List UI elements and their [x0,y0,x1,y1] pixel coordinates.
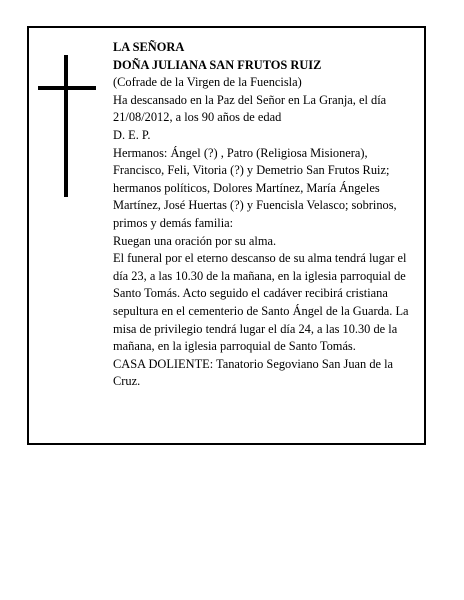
obituary-text [113,39,417,391]
death-info: Ha descansado en la Paz del Señor en La Granja, el día 21/08/2012, a los 90 años de edad [113,92,387,125]
notice-title: LA SEÑORA [113,40,185,54]
rip: D. E. P. [113,127,151,142]
affiliation: (Cofrade de la Virgen de la Fuencisla) [113,75,302,90]
deceased-name: DOÑA JULIANA SAN FRUTOS RUIZ [113,57,322,72]
funeral-details: El funeral por el eterno descanso de su alma tendrá lugar el día 23, a las 10.30 de la mañana, en la iglesia parroquial de Santo Tomás. Acto seguido el cadáver recibirá cristiana sepultura en el cementerio de Santo Ángel de la Guarda. La misa de privilegio tendrá lugar el día 24, a las 10.30 de la mañana, en la iglesia parroquial de Santo Tomás. [113,251,409,354]
mourning-house: CASA DOLIENTE: Tanatorio Segoviano San Juan de la Cruz. [113,356,394,389]
cross-horizontal-bar [38,86,96,90]
family-list: Hermanos: Ángel (?) , Patro (Religiosa Misionera), Francisco, Feli, Vitoria (?) y Demetrio San Frutos Ruiz; hermanos políticos, Dolores Martínez, María Ángeles Martínez, José Huertas (?) y Fuencisla Velasco; sobrinos, primos y demás familia: [113,145,397,230]
prayer-request: Ruegan una oración por su alma. [113,233,277,248]
cross-vertical-bar [64,55,68,197]
